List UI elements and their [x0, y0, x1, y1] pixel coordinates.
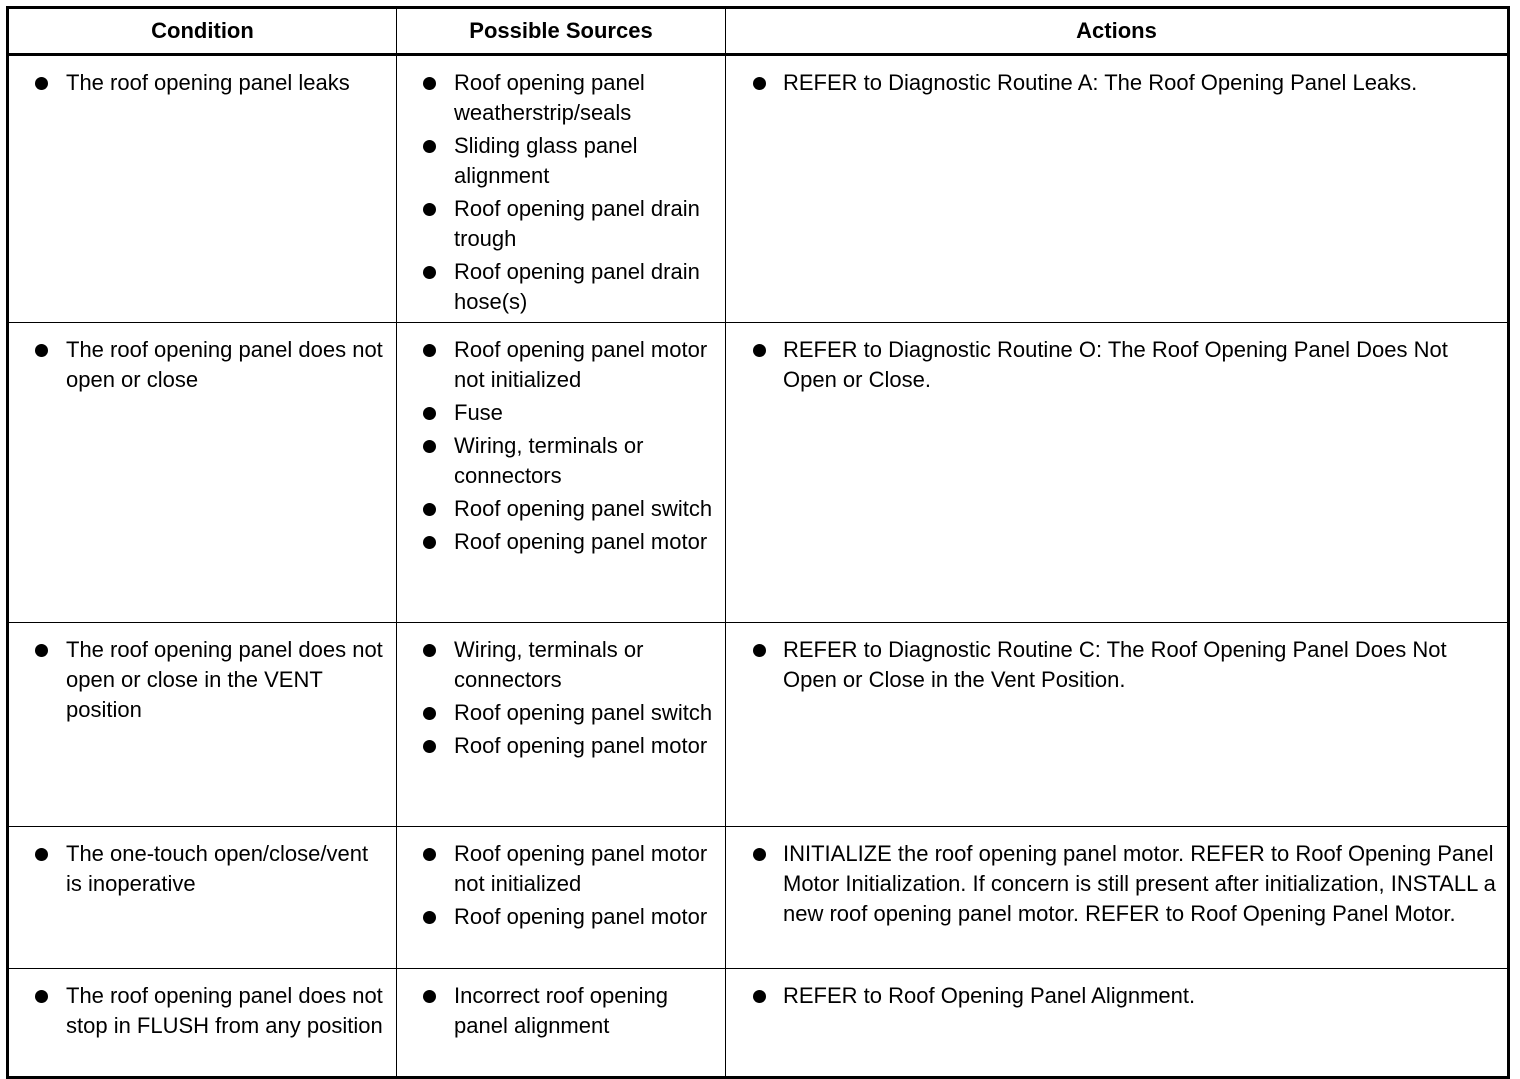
header-possible-sources: Possible Sources: [397, 8, 726, 55]
bullet-icon: [423, 140, 436, 153]
action-item: [726, 981, 1501, 1011]
source-item: [397, 68, 719, 128]
sources-cell: [397, 827, 726, 969]
source-item: [397, 839, 719, 899]
bullet-icon: [423, 740, 436, 753]
bullet-icon: [35, 77, 48, 90]
action-cell: [726, 969, 1509, 1078]
action-item: [726, 335, 1501, 395]
bullet-icon: [753, 990, 766, 1003]
source-item: [397, 494, 719, 524]
table-row: [8, 323, 1509, 623]
action-cell: [726, 323, 1509, 623]
condition-item: [9, 635, 390, 725]
sources-cell: [397, 623, 726, 827]
bullet-icon: [753, 77, 766, 90]
source-text: Wiring, terminals or connectors: [454, 433, 644, 488]
table-row: [8, 55, 1509, 323]
bullet-icon: [423, 407, 436, 420]
action-cell: [726, 55, 1509, 323]
symptom-chart: [6, 6, 1506, 1079]
header-row: [8, 8, 1509, 55]
condition-cell: [8, 969, 397, 1078]
source-item: [397, 698, 719, 728]
bullet-icon: [753, 848, 766, 861]
condition-cell: [8, 623, 397, 827]
bullet-icon: [423, 203, 436, 216]
bullet-icon: [35, 344, 48, 357]
source-item: [397, 635, 719, 695]
source-item: [397, 398, 719, 428]
condition-item: [9, 981, 390, 1041]
bullet-icon: [753, 644, 766, 657]
bullet-icon: [423, 266, 436, 279]
source-text: Roof opening panel drain hose(s): [454, 259, 700, 314]
condition-cell: [8, 55, 397, 323]
bullet-icon: [35, 848, 48, 861]
source-text: Roof opening panel motor not initialized: [454, 337, 708, 392]
condition-text: The roof opening panel does not open or close in the VENT position: [66, 637, 383, 722]
source-text: Incorrect roof opening panel alignment: [454, 983, 669, 1038]
action-item: [726, 839, 1501, 929]
source-item: [397, 131, 719, 191]
source-text: Roof opening panel motor: [454, 904, 708, 929]
table-row: [8, 969, 1509, 1078]
source-text: Roof opening panel motor: [454, 733, 708, 758]
bullet-icon: [423, 503, 436, 516]
source-item: [397, 902, 719, 932]
source-item: [397, 981, 719, 1041]
action-text: REFER to Diagnostic Routine A: The Roof Opening Panel Leaks.: [783, 70, 1418, 95]
condition-item: [9, 68, 390, 98]
source-text: Roof opening panel drain trough: [454, 196, 700, 251]
bullet-icon: [753, 344, 766, 357]
bullet-icon: [423, 848, 436, 861]
header-actions: Actions: [726, 8, 1509, 55]
bullet-icon: [423, 77, 436, 90]
source-text: Roof opening panel switch: [454, 496, 713, 521]
source-item: [397, 527, 719, 557]
bullet-icon: [35, 644, 48, 657]
source-text: Roof opening panel weatherstrip/seals: [454, 70, 645, 125]
action-item: [726, 635, 1501, 695]
condition-text: The one-touch open/close/vent is inoperative: [66, 841, 369, 896]
bullet-icon: [423, 990, 436, 1003]
bullet-icon: [35, 990, 48, 1003]
condition-item: [9, 335, 390, 395]
source-text: Sliding glass panel alignment: [454, 133, 638, 188]
source-item: [397, 731, 719, 761]
bullet-icon: [423, 911, 436, 924]
bullet-icon: [423, 536, 436, 549]
action-text: INITIALIZE the roof opening panel motor. REFER to Roof Opening Panel Motor Initialization. If concern is still present after initialization, INSTALL a new roof opening panel motor. REFER to Roof Opening Panel Motor.: [783, 841, 1496, 926]
bullet-icon: [423, 644, 436, 657]
source-item: [397, 431, 719, 491]
condition-text: The roof opening panel does not open or close: [66, 337, 383, 392]
header-condition: Condition: [8, 8, 397, 55]
source-item: [397, 257, 719, 317]
symptom-table: [6, 6, 1510, 1079]
condition-cell: [8, 323, 397, 623]
condition-item: [9, 839, 390, 899]
sources-cell: [397, 55, 726, 323]
sources-cell: [397, 323, 726, 623]
action-text: REFER to Diagnostic Routine C: The Roof Opening Panel Does Not Open or Close in the Vent Position.: [783, 637, 1447, 692]
action-item: [726, 68, 1501, 98]
source-item: [397, 194, 719, 254]
source-text: Roof opening panel switch: [454, 700, 713, 725]
table-row: [8, 623, 1509, 827]
source-text: Roof opening panel motor: [454, 529, 708, 554]
source-text: Fuse: [454, 400, 503, 425]
condition-text: The roof opening panel leaks: [66, 70, 350, 95]
table-row: [8, 827, 1509, 969]
condition-cell: [8, 827, 397, 969]
condition-text: The roof opening panel does not stop in FLUSH from any position: [66, 983, 383, 1038]
action-cell: [726, 827, 1509, 969]
action-text: REFER to Diagnostic Routine O: The Roof Opening Panel Does Not Open or Close.: [783, 337, 1448, 392]
action-text: REFER to Roof Opening Panel Alignment.: [783, 983, 1196, 1008]
source-item: [397, 335, 719, 395]
bullet-icon: [423, 707, 436, 720]
sources-cell: [397, 969, 726, 1078]
source-text: Roof opening panel motor not initialized: [454, 841, 708, 896]
bullet-icon: [423, 344, 436, 357]
source-text: Wiring, terminals or connectors: [454, 637, 644, 692]
bullet-icon: [423, 440, 436, 453]
action-cell: [726, 623, 1509, 827]
